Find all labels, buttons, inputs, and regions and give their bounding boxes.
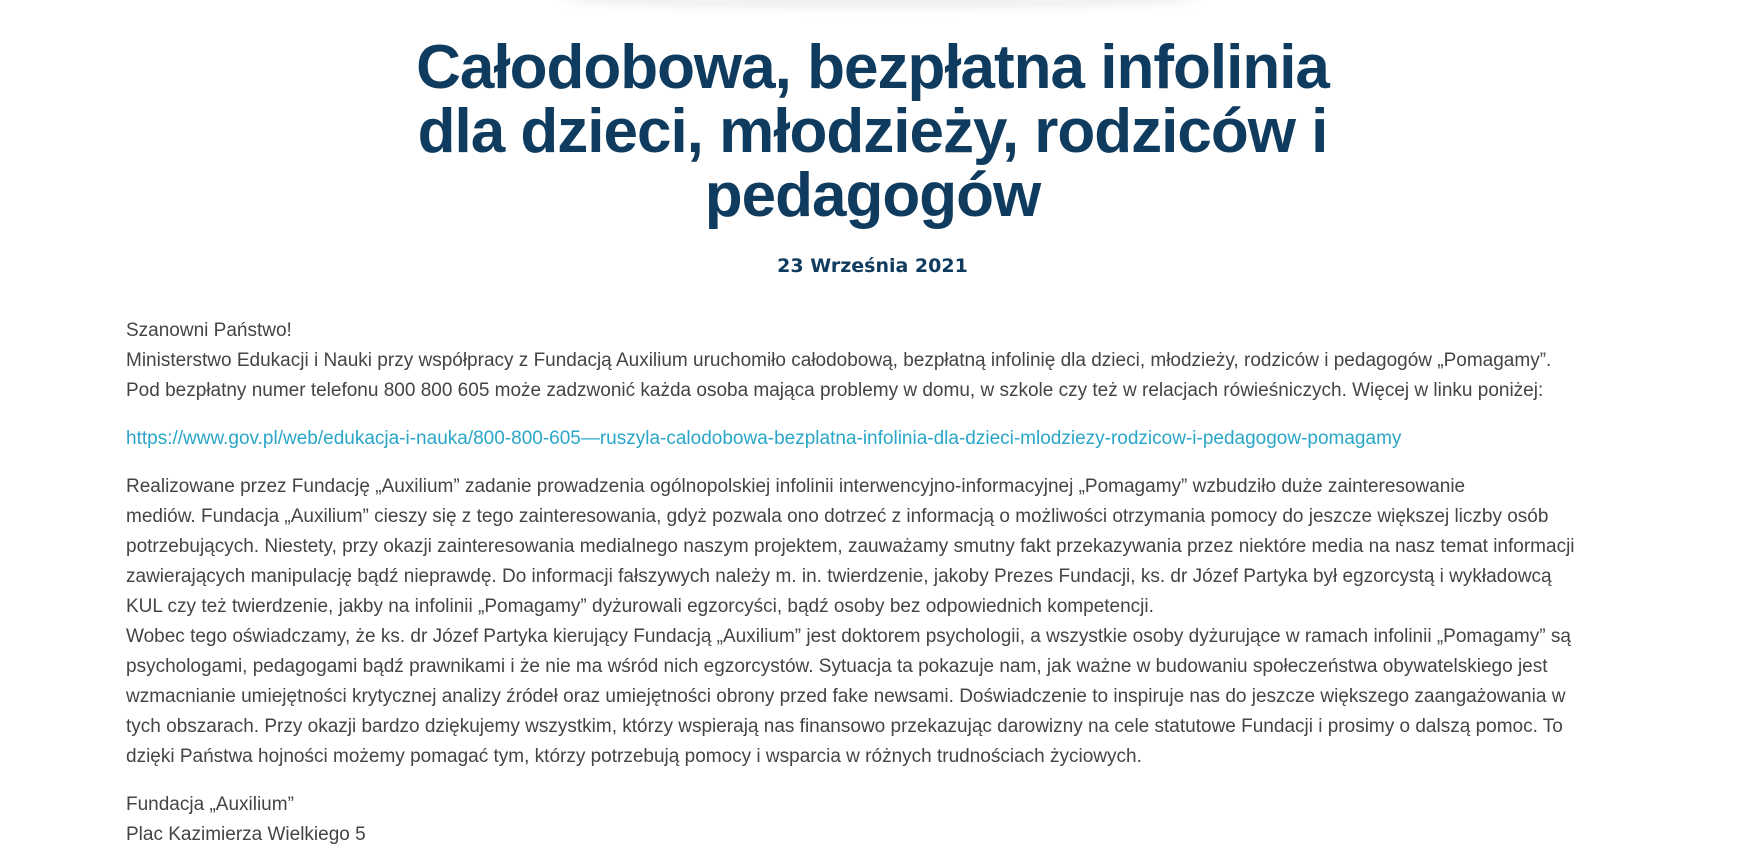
article-body	[126, 316, 1666, 850]
article-date: 23 Września 2021	[777, 255, 968, 277]
article-title	[0, 33, 1745, 230]
paragraph-2-line-5: dzięki Państwa hojności możemy pomagać tym, którzy potrzebują pomocy i wsparcia w różnych trudnościach życiowych.	[126, 746, 1142, 767]
title-line-1: Całodobowa, bezpłatna infolinia	[416, 33, 1329, 102]
title-line-2: dla dzieci, młodzieży, rodziców i	[417, 97, 1328, 166]
intro-line-1: Ministerstwo Edukacji i Nauki przy współpracy z Fundacją Auxilium uruchomiło całodobową, bezpłatną infolinię dla dzieci, młodzieży, rodziców i pedagogów „Pomagamy”.	[126, 350, 1552, 371]
paragraph-2-line-3: wzmacnianie umiejętności krytycznej analizy źródeł oraz umiejętności obrony przed fake newsami. Doświadczenie to inspiruje nas do jeszcze większego zaangażowania w	[126, 686, 1566, 707]
paragraph-1-line-1: Realizowane przez Fundację „Auxilium” zadanie prowadzenia ogólnopolskiej infolinii interwencyjno-informacyjnej „Pomagamy” wzbudziło duże zainteresowanie	[126, 476, 1466, 497]
paragraph-2-line-2: psychologami, pedagogami bądź prawnikami i że nie ma wśród nich egzorcystów. Sytuacja ta pokazuje nam, jak ważne w budowaniu społeczeństwa obywatelskiego jest	[126, 656, 1548, 677]
title-line-3: pedagogów	[704, 161, 1041, 230]
signature-name: Fundacja „Auxilium”	[126, 794, 294, 815]
paragraph-2-line-1: Wobec tego oświadczamy, że ks. dr Józef Partyka kierujący Fundacją „Auxilium” jest doktorem psychologii, a wszystkie osoby dyżurujące w ramach infolinii „Pomagamy” są	[126, 626, 1571, 647]
signature-address: Plac Kazimierza Wielkiego 5	[126, 824, 366, 845]
greeting: Szanowni Państwo!	[126, 320, 292, 341]
intro-line-2: Pod bezpłatny numer telefonu 800 800 605 może zadzwonić każda osoba mająca problemy w domu, w szkole czy też w relacjach rówieśniczych. Więcej w linku poniżej:	[126, 380, 1544, 401]
gov-article-link[interactable]: https://www.gov.pl/web/edukacja-i-nauka/800-800-605—ruszyla-calodobowa-bezplatna-infolinia-dla-dzieci-mlodziezy-rodzicow-i-pedagogow-pomagamy	[126, 428, 1402, 449]
paragraph-1-line-4: zawierających manipulację bądź nieprawdę. Do informacji fałszywych należy m. in. twierdzenie, jakoby Prezes Fundacji, ks. dr Józef Partyka był egzorcystą i wykładowcą	[126, 566, 1552, 587]
paragraph-2-line-4: tych obszarach. Przy okazji bardzo dziękujemy wszystkim, którzy wspierają nas finansowo przekazując darowizny na cele statutowe Fundacji i prosimy o dalszą pomoc. To	[126, 716, 1563, 737]
header-shadow	[560, 0, 1200, 6]
paragraph-1-line-5: KUL czy też twierdzenie, jakby na infolinii „Pomagamy” dyżurowali egzorcyści, bądź osoby bez odpowiednich kompetencji.	[126, 596, 1154, 617]
spacer	[126, 772, 1666, 790]
paragraph-1-line-3: potrzebujących. Niestety, przy okazji zainteresowania medialnego naszym projektem, zauważamy smutny fakt przekazywania przez niektóre media na nasz temat informacji	[126, 536, 1575, 557]
paragraph-1-line-2: mediów. Fundacja „Auxilium” cieszy się z tego zainteresowania, gdyż pozwala ono dotrzeć z informacją o możliwości otrzymania pomocy do jeszcze większej liczby osób	[126, 506, 1549, 527]
link-paragraph	[126, 424, 1666, 454]
